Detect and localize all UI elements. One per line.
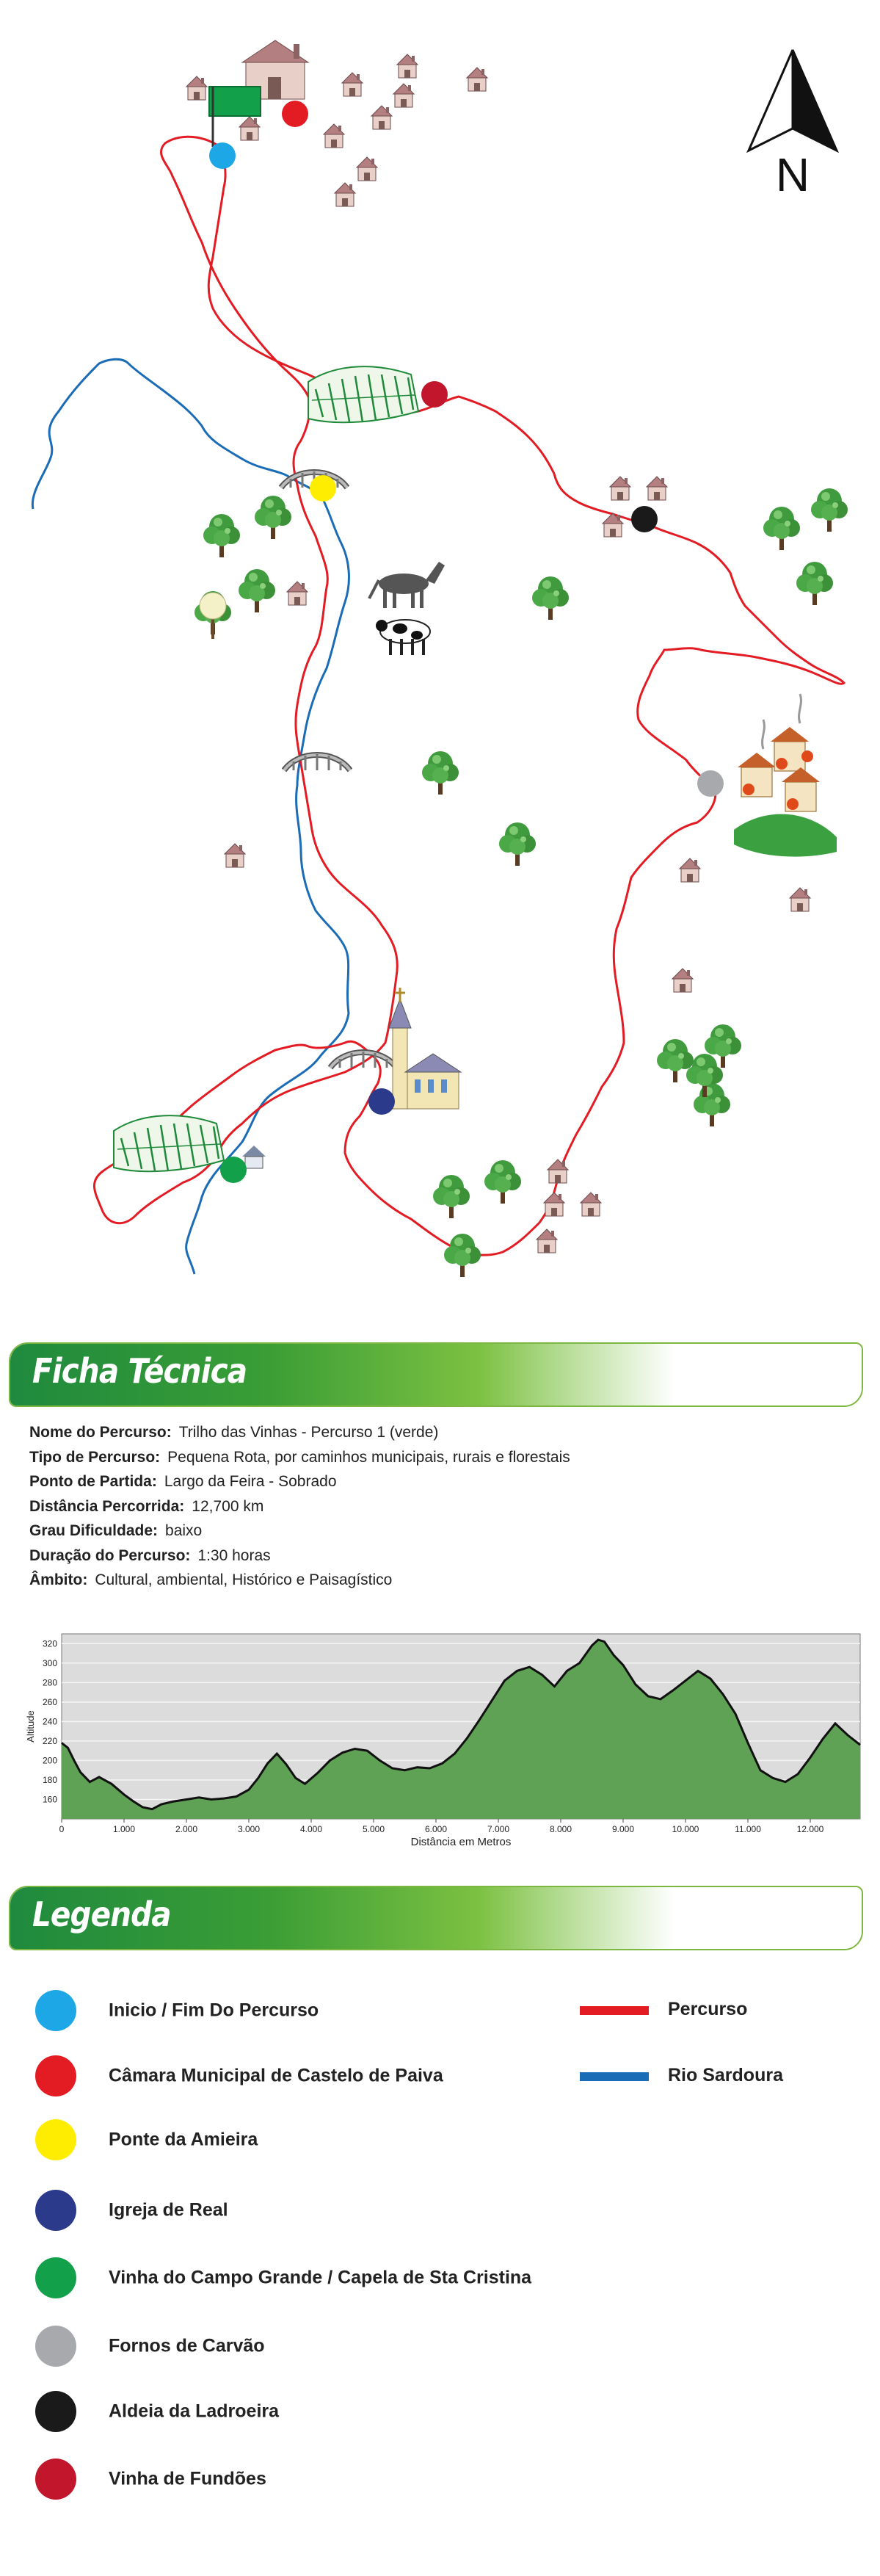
tree-icon xyxy=(811,488,848,532)
legend-label: Inicio / Fim Do Percurso xyxy=(109,2000,319,2021)
y-tick-label: 320 xyxy=(42,1638,57,1649)
tree-icon xyxy=(499,822,536,866)
ficha-tecnica-banner xyxy=(9,1342,863,1407)
legend-item-aldeia xyxy=(35,2389,280,2434)
house-icon xyxy=(287,582,308,605)
legend-label: Vinha de Fundões xyxy=(109,2468,266,2489)
info-value: 12,700 km xyxy=(192,1497,264,1515)
bridge-icon xyxy=(284,754,350,770)
info-value: Pequena Rota, por caminhos municipais, rurais e florestais xyxy=(167,1448,570,1466)
x-tick-label: 10.000 xyxy=(672,1824,699,1834)
north-label: N xyxy=(775,148,810,201)
info-label: Âmbito: xyxy=(29,1571,88,1588)
house-icon xyxy=(393,84,414,107)
legend-label: Igreja de Real xyxy=(109,2199,228,2221)
legend-line-swatch xyxy=(580,2006,649,2015)
route-line xyxy=(94,137,844,1255)
house-icon xyxy=(467,68,487,91)
x-tick-label: 1.000 xyxy=(112,1824,136,1834)
tree-icon xyxy=(203,514,240,557)
legend-item-vinha-fundoes xyxy=(35,2457,266,2501)
house-icon xyxy=(324,124,344,148)
x-tick-label: 12.000 xyxy=(796,1824,824,1834)
y-tick-label: 180 xyxy=(42,1774,57,1785)
x-tick-label: 8.000 xyxy=(549,1824,572,1834)
y-tick-label: 220 xyxy=(42,1735,57,1746)
legend-dot xyxy=(35,2190,76,2231)
house-icon xyxy=(397,54,418,78)
info-value: Trilho das Vinhas - Percurso 1 (verde) xyxy=(178,1424,439,1441)
tree-icon xyxy=(444,1234,481,1277)
legend-label: Câmara Municipal de Castelo de Paiva xyxy=(109,2065,443,2086)
info-value: baixo xyxy=(165,1522,203,1539)
house-icon xyxy=(186,76,207,100)
x-tick-label: 0 xyxy=(59,1824,65,1834)
legend-dot xyxy=(35,2391,76,2432)
x-tick-label: 5.000 xyxy=(362,1824,385,1834)
legend-item-igreja xyxy=(35,2188,228,2232)
info-value: Largo da Feira - Sobrado xyxy=(164,1473,337,1490)
charcoal-kilns-icon xyxy=(734,694,837,857)
house-icon xyxy=(581,1193,601,1216)
info-label: Nome do Percurso: xyxy=(29,1424,172,1441)
ficha-info xyxy=(29,1424,570,1596)
house-icon xyxy=(672,969,693,992)
marker-igreja xyxy=(368,1088,395,1115)
cow-icon xyxy=(376,620,430,655)
legend-label: Rio Sardoura xyxy=(668,2065,783,2085)
legend-dot xyxy=(35,2326,76,2367)
house-icon xyxy=(548,1159,568,1183)
legend-line-swatch xyxy=(580,2072,649,2081)
house-icon xyxy=(357,157,377,181)
tree-icon xyxy=(763,507,800,550)
legend-item-camara xyxy=(35,2054,443,2098)
y-tick-label: 280 xyxy=(42,1677,57,1688)
y-tick-label: 160 xyxy=(42,1794,57,1805)
legend-dot xyxy=(35,2257,76,2298)
info-value: Cultural, ambiental, Histórico e Paisagístico xyxy=(95,1571,393,1588)
tree-icon xyxy=(239,569,275,612)
legend-label: Percurso xyxy=(668,1999,748,2019)
chapel-icon xyxy=(242,1146,266,1168)
info-row xyxy=(29,1473,570,1498)
info-label: Ponto de Partida: xyxy=(29,1473,157,1490)
marker-aldeia xyxy=(631,506,658,532)
y-tick-label: 300 xyxy=(42,1657,57,1668)
vineyard-icon xyxy=(114,1115,224,1171)
legend-item-ponte xyxy=(35,2118,258,2162)
x-tick-label: 2.000 xyxy=(175,1824,198,1834)
marker-fornos xyxy=(697,770,724,797)
legend-item-fornos xyxy=(35,2324,265,2368)
info-label: Duração do Percurso: xyxy=(29,1546,191,1564)
info-label: Grau Dificuldade: xyxy=(29,1522,159,1539)
house-icon xyxy=(239,117,260,140)
vineyard-icon xyxy=(308,366,418,422)
house-icon xyxy=(610,477,630,500)
y-axis-ticks xyxy=(43,1638,57,1804)
legenda-banner xyxy=(9,1886,863,1950)
info-row xyxy=(29,1424,570,1449)
house-icon xyxy=(335,183,355,206)
marker-camara xyxy=(282,101,308,127)
x-tick-label: 7.000 xyxy=(487,1824,510,1834)
elevation-profile-chart xyxy=(15,1627,866,1854)
house-icon xyxy=(544,1193,564,1216)
info-value: 1:30 horas xyxy=(197,1546,271,1564)
tree-icon xyxy=(484,1160,521,1204)
legend-dot xyxy=(35,2055,76,2096)
legend-item-inicio xyxy=(35,1989,319,2033)
church-icon xyxy=(389,988,461,1109)
info-row xyxy=(29,1522,570,1547)
tree-icon xyxy=(796,562,833,605)
legend-label: Ponte da Amieira xyxy=(109,2129,258,2150)
blossom-tree-icon xyxy=(200,593,226,639)
x-tick-label: 9.000 xyxy=(611,1824,635,1834)
house-icon xyxy=(790,888,810,911)
bridge-icon xyxy=(330,1052,396,1068)
legend-label: Vinha do Campo Grande / Capela de Sta Cristina xyxy=(109,2267,532,2288)
legend-dot xyxy=(35,2459,76,2500)
legend-label: Aldeia da Ladroeira xyxy=(109,2400,280,2422)
y-tick-label: 200 xyxy=(42,1755,57,1766)
tree-icon xyxy=(433,1175,470,1218)
info-row xyxy=(29,1498,570,1523)
tree-icon xyxy=(255,496,291,539)
x-tick-label: 11.000 xyxy=(735,1824,761,1834)
house-icon xyxy=(225,844,245,867)
house-icon xyxy=(603,513,623,537)
tree-icon xyxy=(694,1083,730,1126)
legenda-title: Legenda xyxy=(32,1895,171,1934)
house-icon xyxy=(680,858,700,882)
house-icon xyxy=(537,1229,557,1253)
house-icon xyxy=(371,106,392,129)
legend-item-vinha-campo xyxy=(35,2256,532,2300)
marker-vinha-campo xyxy=(220,1157,247,1183)
marker-ponte xyxy=(310,475,336,502)
north-arrow-icon xyxy=(749,50,837,151)
legend-label: Fornos de Carvão xyxy=(109,2335,265,2356)
info-label: Tipo de Percurso: xyxy=(29,1448,161,1466)
info-row xyxy=(29,1571,570,1596)
info-row xyxy=(29,1547,570,1572)
y-tick-label: 240 xyxy=(42,1716,57,1727)
legend-dot xyxy=(35,1990,76,2031)
ficha-tecnica-title: Ficha Técnica xyxy=(32,1351,247,1391)
x-tick-label: 6.000 xyxy=(424,1824,448,1834)
y-tick-label: 260 xyxy=(42,1696,57,1707)
tree-icon xyxy=(422,751,459,795)
info-label: Distância Percorrida: xyxy=(29,1497,185,1515)
info-row xyxy=(29,1449,570,1474)
y-axis-label: Altitude xyxy=(25,1710,36,1743)
x-tick-label: 4.000 xyxy=(299,1824,323,1834)
tree-icon xyxy=(532,576,569,620)
horse-icon xyxy=(369,562,445,608)
house-icon xyxy=(342,73,363,96)
marker-vinha-fundoes xyxy=(421,381,448,408)
marker-inicio xyxy=(209,142,236,169)
legend-dot xyxy=(35,2119,76,2160)
x-tick-label: 3.000 xyxy=(237,1824,261,1834)
house-icon xyxy=(647,477,667,500)
x-axis-label: Distância em Metros xyxy=(410,1836,512,1848)
x-axis-ticks xyxy=(59,1819,824,1834)
